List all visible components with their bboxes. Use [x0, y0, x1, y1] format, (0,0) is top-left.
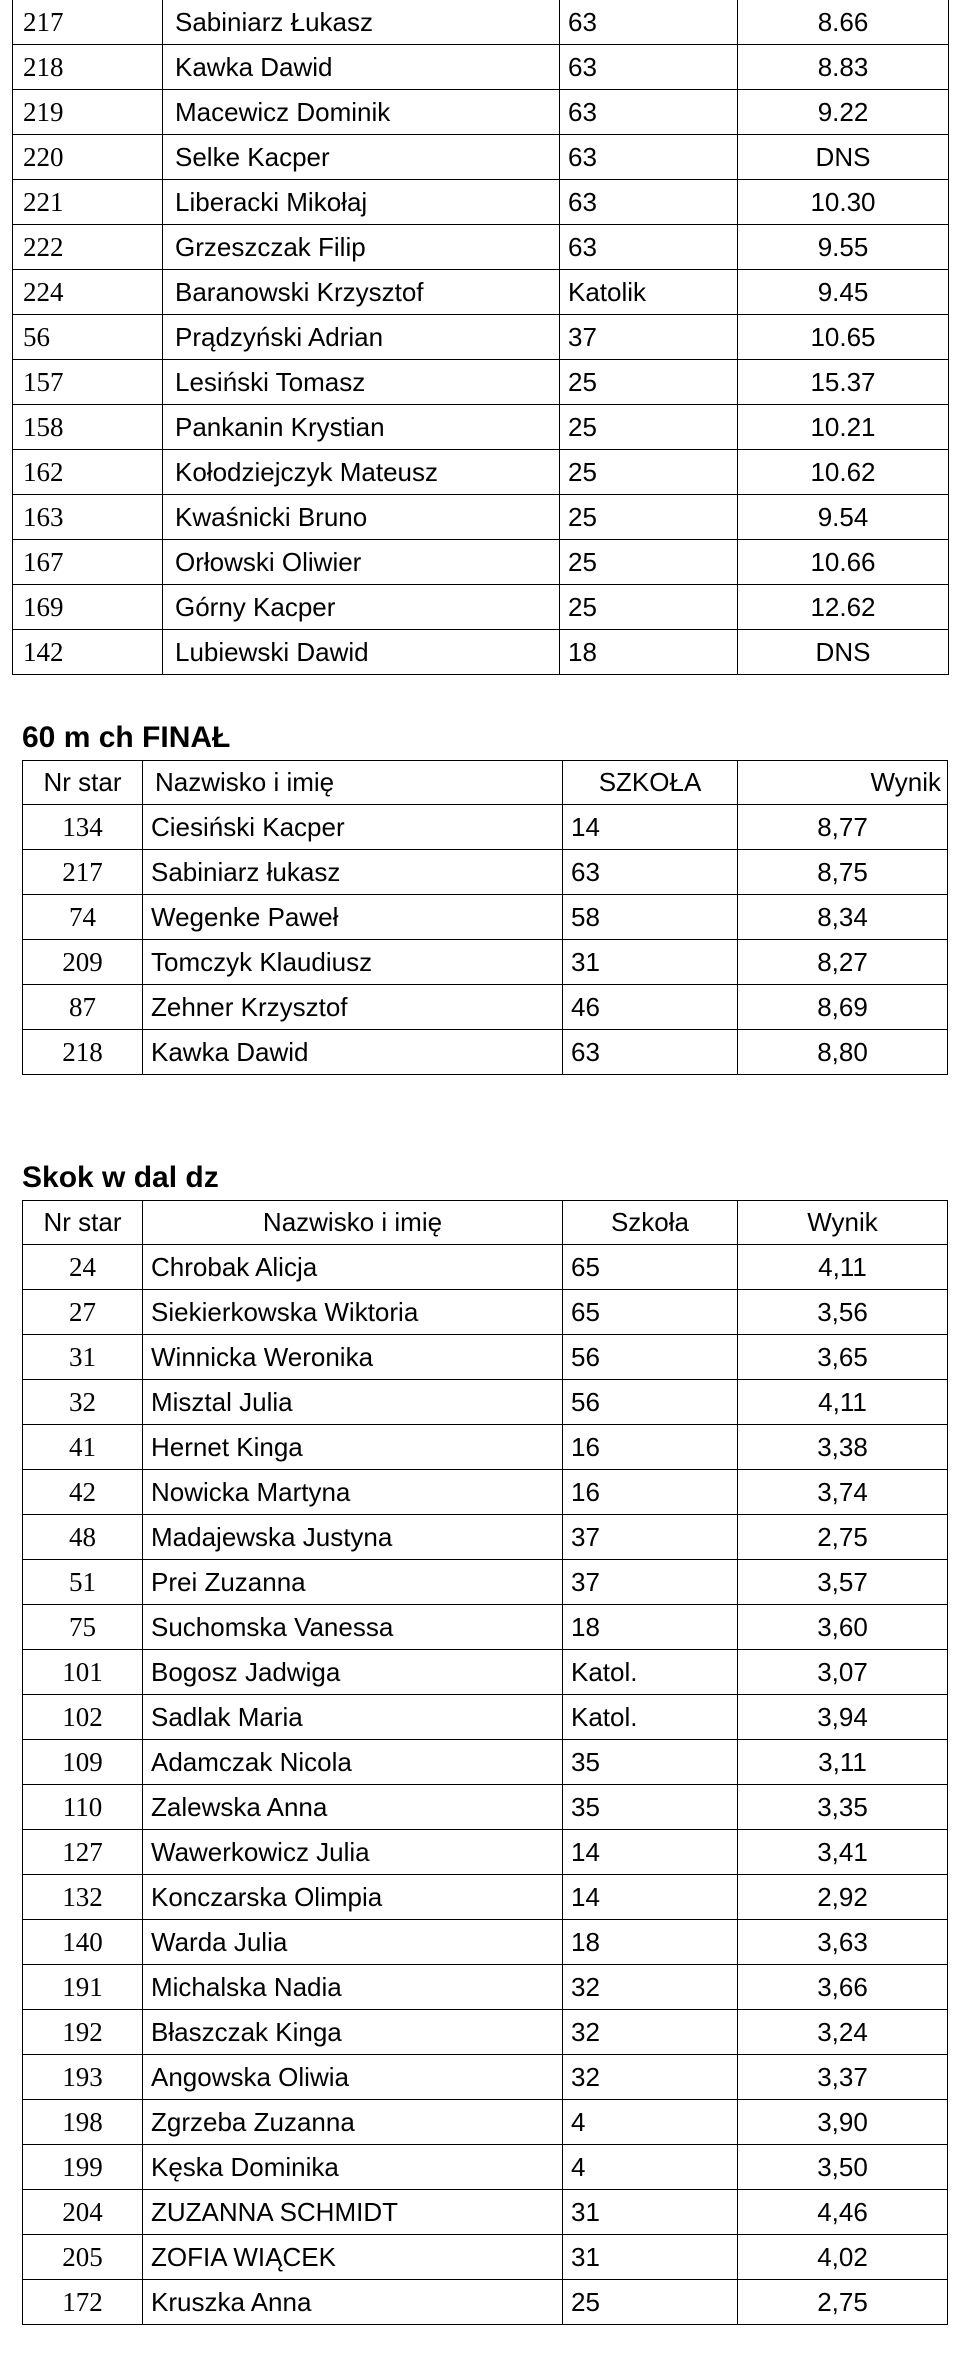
cell-result: 3,11	[738, 1740, 948, 1785]
cell-start-number: 162	[13, 450, 163, 495]
cell-result: 2,75	[738, 1515, 948, 1560]
cell-name: Michalska Nadia	[143, 1965, 563, 2010]
cell-result: 3,74	[738, 1470, 948, 1515]
cell-name: Winnicka Weronika	[143, 1335, 563, 1380]
cell-name: Błaszczak Kinga	[143, 2010, 563, 2055]
cell-name: Sabiniarz łukasz	[143, 850, 563, 895]
cell-result: 4,11	[738, 1380, 948, 1425]
table-header-row	[23, 1201, 948, 1245]
table-row	[23, 1830, 948, 1875]
header-name: Nazwisko i imię	[143, 1201, 563, 1245]
cell-name: Selke Kacper	[163, 135, 560, 180]
cell-result: 8,27	[738, 940, 948, 985]
cell-result: 3,66	[738, 1965, 948, 2010]
cell-start-number: 24	[23, 1245, 143, 1290]
cell-school: 25	[560, 360, 738, 405]
cell-start-number: 101	[23, 1650, 143, 1695]
cell-name: Chrobak Alicja	[143, 1245, 563, 1290]
cell-start-number: 198	[23, 2100, 143, 2145]
cell-name: Grzeszczak Filip	[163, 225, 560, 270]
header-nr-star: Nr star	[23, 761, 143, 805]
cell-start-number: 163	[13, 495, 163, 540]
cell-school: 63	[563, 1030, 738, 1075]
cell-start-number: 191	[23, 1965, 143, 2010]
cell-school: Katol.	[563, 1695, 738, 1740]
cell-start-number: 134	[23, 805, 143, 850]
cell-name: Liberacki Mikołaj	[163, 180, 560, 225]
results-table-long-jump	[22, 1200, 948, 2325]
cell-result: 3,35	[738, 1785, 948, 1830]
cell-result: 8,69	[738, 985, 948, 1030]
cell-start-number: 87	[23, 985, 143, 1030]
cell-result: 9.55	[738, 225, 949, 270]
cell-result: 9.45	[738, 270, 949, 315]
cell-result: 3,38	[738, 1425, 948, 1470]
cell-start-number: 219	[13, 90, 163, 135]
cell-school: 35	[563, 1740, 738, 1785]
cell-result: 4,02	[738, 2235, 948, 2280]
cell-name: Lubiewski Dawid	[163, 630, 560, 675]
cell-school: 65	[563, 1245, 738, 1290]
cell-school: 46	[563, 985, 738, 1030]
cell-result: 10.21	[738, 405, 949, 450]
cell-start-number: 218	[13, 45, 163, 90]
table-row	[23, 1920, 948, 1965]
cell-result: 4,11	[738, 1245, 948, 1290]
table-row	[23, 2100, 948, 2145]
cell-school: 14	[563, 1830, 738, 1875]
cell-name: Prei Zuzanna	[143, 1560, 563, 1605]
cell-start-number: 199	[23, 2145, 143, 2190]
cell-school: 18	[560, 630, 738, 675]
cell-school: 37	[560, 315, 738, 360]
cell-result: 2,92	[738, 1875, 948, 1920]
cell-school: 35	[563, 1785, 738, 1830]
cell-name: Kołodziejczyk Mateusz	[163, 450, 560, 495]
cell-name: Kawka Dawid	[163, 45, 560, 90]
cell-school: 63	[560, 45, 738, 90]
table-row	[13, 180, 949, 225]
cell-result: 8,75	[738, 850, 948, 895]
table-row	[23, 1380, 948, 1425]
cell-school: 63	[563, 850, 738, 895]
cell-result: 3,60	[738, 1605, 948, 1650]
cell-start-number: 142	[13, 630, 163, 675]
table-row	[23, 2235, 948, 2280]
table-row	[23, 2280, 948, 2325]
cell-start-number: 167	[13, 540, 163, 585]
cell-name: Bogosz Jadwiga	[143, 1650, 563, 1695]
table-row	[23, 895, 948, 940]
table-row	[13, 0, 949, 45]
header-nr-star: Nr star	[23, 1201, 143, 1245]
table-body	[13, 0, 949, 675]
cell-name: Kawka Dawid	[143, 1030, 563, 1075]
cell-name: Misztal Julia	[143, 1380, 563, 1425]
table-body	[23, 1245, 948, 2325]
cell-school: 25	[563, 2280, 738, 2325]
table-row	[23, 1605, 948, 1650]
table-row	[23, 1470, 948, 1515]
cell-result: 3,56	[738, 1290, 948, 1335]
table-row	[23, 1965, 948, 2010]
cell-result: 3,24	[738, 2010, 948, 2055]
header-result: Wynik	[738, 761, 948, 805]
cell-result: 10.65	[738, 315, 949, 360]
cell-start-number: 205	[23, 2235, 143, 2280]
cell-name: Siekierkowska Wiktoria	[143, 1290, 563, 1335]
cell-result: 8.83	[738, 45, 949, 90]
cell-start-number: 75	[23, 1605, 143, 1650]
cell-start-number: 221	[13, 180, 163, 225]
cell-start-number: 42	[23, 1470, 143, 1515]
table-body	[23, 805, 948, 1075]
cell-name: Pankanin Krystian	[163, 405, 560, 450]
cell-school: 18	[563, 1920, 738, 1965]
cell-result: 3,41	[738, 1830, 948, 1875]
cell-name: Madajewska Justyna	[143, 1515, 563, 1560]
table-row	[13, 45, 949, 90]
table-row	[23, 805, 948, 850]
cell-school: 25	[560, 540, 738, 585]
cell-start-number: 132	[23, 1875, 143, 1920]
cell-name: Lesiński Tomasz	[163, 360, 560, 405]
cell-school: 58	[563, 895, 738, 940]
cell-result: 3,94	[738, 1695, 948, 1740]
cell-result: DNS	[738, 135, 949, 180]
cell-name: Zalewska Anna	[143, 1785, 563, 1830]
cell-result: 8,80	[738, 1030, 948, 1075]
cell-name: Kwaśnicki Bruno	[163, 495, 560, 540]
cell-school: 63	[560, 90, 738, 135]
cell-start-number: 56	[13, 315, 163, 360]
table-row	[13, 630, 949, 675]
table-row	[13, 270, 949, 315]
cell-school: 63	[560, 135, 738, 180]
cell-school: 4	[563, 2145, 738, 2190]
table-row	[23, 1875, 948, 1920]
header-name: Nazwisko i imię	[143, 761, 563, 805]
cell-name: ZOFIA WIĄCEK	[143, 2235, 563, 2280]
cell-start-number: 193	[23, 2055, 143, 2100]
cell-start-number: 27	[23, 1290, 143, 1335]
table-row	[13, 540, 949, 585]
cell-school: 25	[560, 585, 738, 630]
table-row	[13, 405, 949, 450]
cell-school: 63	[560, 180, 738, 225]
table-row	[23, 1290, 948, 1335]
cell-start-number: 192	[23, 2010, 143, 2055]
cell-start-number: 140	[23, 1920, 143, 1965]
cell-name: Górny Kacper	[163, 585, 560, 630]
cell-result: 10.66	[738, 540, 949, 585]
cell-school: 37	[563, 1560, 738, 1605]
cell-result: 8,34	[738, 895, 948, 940]
cell-school: 25	[560, 495, 738, 540]
cell-start-number: 157	[13, 360, 163, 405]
cell-result: 8,77	[738, 805, 948, 850]
cell-name: Wawerkowicz Julia	[143, 1830, 563, 1875]
cell-result: 4,46	[738, 2190, 948, 2235]
cell-start-number: 220	[13, 135, 163, 180]
cell-name: Tomczyk Klaudiusz	[143, 940, 563, 985]
table-row	[23, 1425, 948, 1470]
cell-name: Baranowski Krzysztof	[163, 270, 560, 315]
cell-result: 10.30	[738, 180, 949, 225]
cell-school: 32	[563, 1965, 738, 2010]
cell-name: Prądzyński Adrian	[163, 315, 560, 360]
table-row	[23, 1515, 948, 1560]
table-row	[13, 585, 949, 630]
cell-start-number: 158	[13, 405, 163, 450]
cell-school: 16	[563, 1425, 738, 1470]
table-row	[23, 1335, 948, 1380]
cell-school: 16	[563, 1470, 738, 1515]
table-row	[23, 2055, 948, 2100]
table-row	[23, 1740, 948, 1785]
cell-school: 56	[563, 1380, 738, 1425]
header-school: SZKOŁA	[563, 761, 738, 805]
cell-start-number: 74	[23, 895, 143, 940]
cell-start-number: 32	[23, 1380, 143, 1425]
cell-start-number: 209	[23, 940, 143, 985]
cell-name: Orłowski Oliwier	[163, 540, 560, 585]
cell-school: 63	[560, 0, 738, 45]
cell-school: 14	[563, 1875, 738, 1920]
table-row	[23, 850, 948, 895]
cell-school: Katol.	[563, 1650, 738, 1695]
cell-result: 3,63	[738, 1920, 948, 1965]
cell-name: Zgrzeba Zuzanna	[143, 2100, 563, 2145]
cell-start-number: 217	[13, 0, 163, 45]
cell-name: Suchomska Vanessa	[143, 1605, 563, 1650]
cell-name: Sabiniarz Łukasz	[163, 0, 560, 45]
table-row	[13, 225, 949, 270]
cell-name: Angowska Oliwia	[143, 2055, 563, 2100]
cell-result: 3,90	[738, 2100, 948, 2145]
cell-start-number: 31	[23, 1335, 143, 1380]
table-row	[23, 1560, 948, 1605]
cell-start-number: 224	[13, 270, 163, 315]
cell-school: 31	[563, 940, 738, 985]
cell-start-number: 48	[23, 1515, 143, 1560]
cell-school: 25	[560, 450, 738, 495]
table-row	[23, 985, 948, 1030]
cell-school: 37	[563, 1515, 738, 1560]
cell-school: 14	[563, 805, 738, 850]
cell-school: 32	[563, 2055, 738, 2100]
table-row	[23, 940, 948, 985]
cell-name: Warda Julia	[143, 1920, 563, 1965]
cell-result: 10.62	[738, 450, 949, 495]
cell-start-number: 41	[23, 1425, 143, 1470]
table-row	[13, 450, 949, 495]
cell-start-number: 102	[23, 1695, 143, 1740]
cell-result: 3,37	[738, 2055, 948, 2100]
cell-result: 3,65	[738, 1335, 948, 1380]
table-row	[23, 1695, 948, 1740]
table-row	[23, 2010, 948, 2055]
cell-name: Kęska Dominika	[143, 2145, 563, 2190]
table-row	[13, 135, 949, 180]
cell-name: Kruszka Anna	[143, 2280, 563, 2325]
cell-start-number: 222	[13, 225, 163, 270]
cell-name: Macewicz Dominik	[163, 90, 560, 135]
table-row	[13, 495, 949, 540]
table-row	[23, 1785, 948, 1830]
table-row	[23, 1650, 948, 1695]
header-school: Szkoła	[563, 1201, 738, 1245]
cell-name: Adamczak Nicola	[143, 1740, 563, 1785]
cell-school: Katolik	[560, 270, 738, 315]
cell-result: 2,75	[738, 2280, 948, 2325]
table-row	[23, 1245, 948, 1290]
cell-start-number: 169	[13, 585, 163, 630]
cell-start-number: 127	[23, 1830, 143, 1875]
results-table-60m-final	[22, 760, 948, 1075]
cell-name: Zehner Krzysztof	[143, 985, 563, 1030]
cell-school: 32	[563, 2010, 738, 2055]
cell-name: Sadlak Maria	[143, 1695, 563, 1740]
cell-school: 63	[560, 225, 738, 270]
cell-school: 4	[563, 2100, 738, 2145]
cell-name: ZUZANNA SCHMIDT	[143, 2190, 563, 2235]
table-row	[13, 90, 949, 135]
cell-result: 15.37	[738, 360, 949, 405]
cell-school: 65	[563, 1290, 738, 1335]
table-row	[23, 1030, 948, 1075]
cell-start-number: 204	[23, 2190, 143, 2235]
cell-start-number: 110	[23, 1785, 143, 1830]
table-row	[23, 2190, 948, 2235]
cell-school: 56	[563, 1335, 738, 1380]
cell-name: Ciesiński Kacper	[143, 805, 563, 850]
section-title-long-jump: Skok w dal dz	[22, 1161, 219, 1194]
cell-name: Nowicka Martyna	[143, 1470, 563, 1515]
cell-result: 9.22	[738, 90, 949, 135]
section-title-60m-final: 60 m ch FINAŁ	[22, 721, 231, 754]
cell-start-number: 218	[23, 1030, 143, 1075]
cell-school: 31	[563, 2235, 738, 2280]
cell-school: 18	[563, 1605, 738, 1650]
cell-result: 12.62	[738, 585, 949, 630]
cell-result: 8.66	[738, 0, 949, 45]
cell-result: 3,57	[738, 1560, 948, 1605]
cell-result: 3,07	[738, 1650, 948, 1695]
table-row	[13, 360, 949, 405]
cell-result: DNS	[738, 630, 949, 675]
cell-school: 25	[560, 405, 738, 450]
table-header-row	[23, 761, 948, 805]
table-row	[23, 2145, 948, 2190]
cell-name: Konczarska Olimpia	[143, 1875, 563, 1920]
results-table-continued	[12, 0, 949, 675]
cell-result: 3,50	[738, 2145, 948, 2190]
cell-name: Hernet Kinga	[143, 1425, 563, 1470]
cell-result: 9.54	[738, 495, 949, 540]
table-row	[13, 315, 949, 360]
cell-name: Wegenke Paweł	[143, 895, 563, 940]
header-result: Wynik	[738, 1201, 948, 1245]
cell-start-number: 217	[23, 850, 143, 895]
cell-start-number: 109	[23, 1740, 143, 1785]
cell-start-number: 172	[23, 2280, 143, 2325]
cell-start-number: 51	[23, 1560, 143, 1605]
cell-school: 31	[563, 2190, 738, 2235]
